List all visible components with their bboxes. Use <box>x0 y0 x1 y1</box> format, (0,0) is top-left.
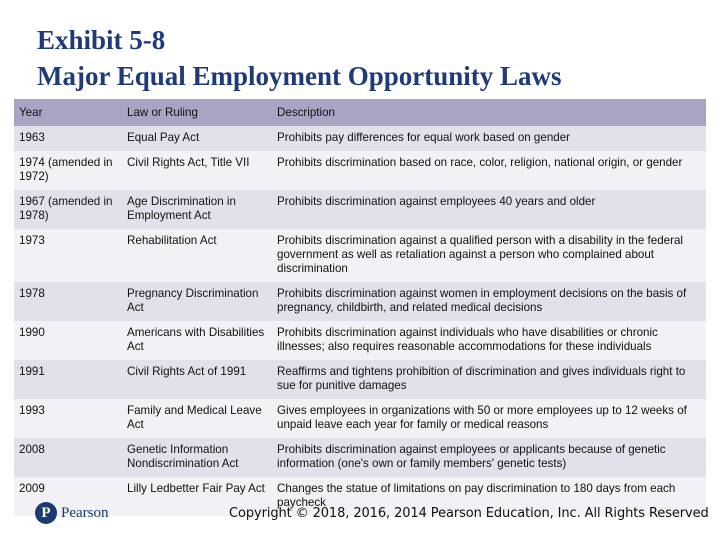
cell-year: 1973 <box>14 229 122 282</box>
cell-law: Pregnancy Discrimination Act <box>122 282 272 321</box>
cell-description: Prohibits discrimination against women in employment decisions on the basis of pregnancy, childbirth, and related medical decisions <box>272 282 706 321</box>
copyright-notice: Copyright © 2018, 2016, 2014 Pearson Education, Inc. All Rights Reserved <box>229 506 709 521</box>
cell-year: 2009 <box>14 477 122 516</box>
cell-year: 1993 <box>14 399 122 438</box>
table-row <box>14 282 706 321</box>
cell-year: 1978 <box>14 282 122 321</box>
cell-description: Prohibits discrimination against employees 40 years and older <box>272 190 706 229</box>
table-row <box>14 438 706 477</box>
cell-description: Reaffirms and tightens prohibition of discrimination and gives individuals right to sue for punitive damages <box>272 360 706 399</box>
cell-law: Rehabilitation Act <box>122 229 272 282</box>
footer <box>0 497 720 533</box>
cell-year: 1967 (amended in 1978) <box>14 190 122 229</box>
cell-description: Prohibits discrimination against a qualified person with a disability in the federal government as well as retaliation against a person who complained about discrimination <box>272 229 706 282</box>
table-row <box>14 229 706 282</box>
title-line-1: Exhibit 5-8 <box>37 25 166 55</box>
cell-law: Lilly Ledbetter Fair Pay Act <box>122 477 272 516</box>
table-row <box>14 321 706 360</box>
page-title <box>37 22 562 94</box>
eeo-laws-table <box>14 99 706 516</box>
cell-description: Gives employees in organizations with 50 or more employees up to 12 weeks of unpaid leave each year for family or medical reasons <box>272 399 706 438</box>
cell-law: Age Discrimination in Employment Act <box>122 190 272 229</box>
pearson-logo-icon: P <box>35 502 57 524</box>
cell-law: Equal Pay Act <box>122 126 272 151</box>
cell-year: 1974 (amended in 1972) <box>14 151 122 190</box>
table-row <box>14 190 706 229</box>
pearson-logo <box>35 502 109 524</box>
cell-description: Prohibits discrimination against employees or applicants because of genetic information (one's own or family members' genetic tests) <box>272 438 706 477</box>
cell-year: 1963 <box>14 126 122 151</box>
cell-law: Civil Rights Act, Title VII <box>122 151 272 190</box>
cell-description: Prohibits pay differences for equal work based on gender <box>272 126 706 151</box>
cell-law: Civil Rights Act of 1991 <box>122 360 272 399</box>
pearson-logo-text: Pearson <box>61 504 109 521</box>
header-description: Description <box>272 99 706 126</box>
cell-law: Genetic Information Nondiscrimination Act <box>122 438 272 477</box>
cell-year: 1991 <box>14 360 122 399</box>
cell-description: Prohibits discrimination against individuals who have disabilities or chronic illnesses; also requires reasonable accommodations for these individuals <box>272 321 706 360</box>
table-header-row <box>14 99 706 126</box>
cell-law: Americans with Disabilities Act <box>122 321 272 360</box>
cell-law: Family and Medical Leave Act <box>122 399 272 438</box>
cell-description: Prohibits discrimination based on race, color, religion, national origin, or gender <box>272 151 706 190</box>
header-year: Year <box>14 99 122 126</box>
table-row <box>14 360 706 399</box>
table-row <box>14 151 706 190</box>
cell-year: 2008 <box>14 438 122 477</box>
header-law: Law or Ruling <box>122 99 272 126</box>
cell-description: Changes the statue of limitations on pay discrimination to 180 days from each paycheck <box>272 477 706 516</box>
title-line-2: Major Equal Employment Opportunity Laws <box>37 61 562 91</box>
table-row <box>14 399 706 438</box>
cell-year: 1990 <box>14 321 122 360</box>
table-row <box>14 126 706 151</box>
